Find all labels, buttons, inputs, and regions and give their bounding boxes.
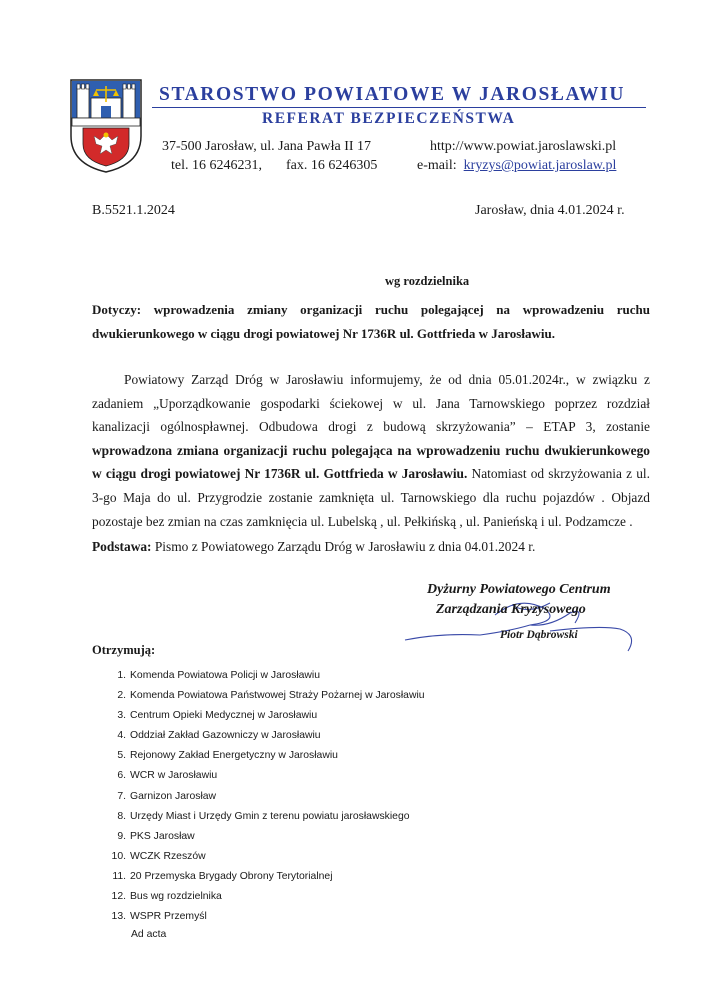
- list-item: [100, 766, 600, 786]
- signature-title-line2: Zarządzania Kryzysowego: [436, 602, 586, 617]
- basis-label: Podstawa:: [92, 539, 152, 554]
- header-divider: [152, 107, 646, 108]
- list-item: [100, 686, 600, 706]
- list-item: [100, 746, 600, 766]
- list-item-number: 4.: [117, 730, 126, 742]
- list-item-text: Oddział Zakład Gazowniczy w Jarosławiu: [130, 730, 321, 742]
- list-item-number: 8.: [117, 810, 126, 822]
- list-item-number: 2.: [117, 690, 126, 702]
- list-item: [100, 907, 600, 927]
- list-item-number: 3.: [117, 710, 126, 722]
- signatory-name: Piotr Dąbrowski: [500, 629, 578, 641]
- list-item-number: 9.: [117, 830, 126, 842]
- list-item-text: WCZK Rzeszów: [130, 850, 206, 862]
- letter-body: [92, 368, 650, 533]
- list-item-number: 1.: [117, 670, 126, 681]
- list-item: [100, 867, 600, 887]
- list-item: [100, 787, 600, 807]
- letter-date: Jarosław, dnia 4.01.2024 r.: [475, 203, 625, 218]
- body-text-highlight: wprowadzona zmiana organizacji ruchu polegająca na wprowadzeniu ruchu dwukierunkowego w ciągu drogi powiatowej Nr 1736R ul. Gottfrieda w Jarosławiu.: [92, 442, 650, 482]
- list-item: [100, 887, 600, 907]
- list-item-text: WCR w Jarosławiu: [130, 770, 218, 782]
- list-item-number: 10.: [111, 850, 126, 862]
- list-item-text: Komenda Powiatowa Państwowej Straży Pożarnej w Jarosławiu: [130, 690, 425, 702]
- coat-of-arms-icon: [69, 78, 143, 174]
- legal-basis: [92, 539, 650, 555]
- list-item-text: Urzędy Miast i Urzędy Gmin z terenu powiatu jarosławskiego: [130, 810, 410, 822]
- list-item: [100, 706, 600, 726]
- reference-number: B.5521.1.2024: [92, 203, 175, 218]
- list-item-number: 6.: [117, 770, 126, 782]
- list-item-text: Centrum Opieki Medycznej w Jarosławiu: [130, 710, 318, 722]
- letter-subject: Dotyczy: wprowadzenia zmiany organizacji ruchu polegającej na wprowadzeniu ruchu dwukierunkowego w ciągu drogi powiatowej Nr 1736R ul. Gottfrieda w Jarosławiu.: [92, 302, 650, 341]
- list-item-text: Komenda Powiatowa Policji w Jarosławiu: [130, 670, 321, 681]
- office-phone: tel. 16 6246231,: [171, 158, 262, 173]
- list-item-text: PKS Jarosław: [130, 830, 195, 842]
- list-item: [100, 726, 600, 746]
- list-item-number: 13.: [111, 911, 126, 923]
- body-text-part1: Powiatowy Zarząd Dróg w Jarosławiu informujemy, że od dnia 05.01.2024r., w związku z zadaniem „Uporządkowanie gospodarki ściekowej w ul. Jana Tarnowskiego poprzez rozdział kanalizacji ogólnospławnej. Odbudowa drogi z budową skrzyżowania” – ETAP 3, zostanie: [92, 372, 650, 435]
- list-item-number: 5.: [117, 750, 126, 762]
- list-item-text: WSPR Przemyśl: [130, 911, 207, 923]
- email-label: e-mail:: [417, 158, 457, 173]
- list-item: [100, 666, 600, 686]
- list-item-text: Rejonowy Zakład Energetyczny w Jarosławiu: [130, 750, 338, 762]
- signature-title-line1: Dyżurny Powiatowego Centrum: [427, 582, 611, 597]
- office-email-line: [417, 156, 616, 175]
- office-website: http://www.powiat.jaroslawski.pl: [430, 139, 617, 154]
- office-title: STAROSTWO POWIATOWE W JAROSŁAWIU: [159, 84, 626, 105]
- list-item: [100, 807, 600, 827]
- office-fax: fax. 16 6246305: [286, 158, 378, 173]
- list-item-number: 11.: [112, 870, 126, 882]
- list-item: [100, 847, 600, 867]
- recipients-heading: Otrzymują:: [92, 643, 156, 657]
- list-item-text: Garnizon Jarosław: [130, 790, 217, 802]
- body-text-part2: Natomiast od skrzyżowania z ul. 3-go Maja do ul. Przygrodzie zostanie zamknięta ul. Tarnowskiego dla ruchu pojazdów . Objazd pozostaje bez zmian na czas zamknięcia ul. Lubelską , ul. Pełkińską , ul. Panieńską i ul. Podzamcze .: [92, 466, 650, 529]
- list-item-text: 20 Przemyska Brygady Obrony Terytorialnej: [130, 870, 333, 882]
- email-link[interactable]: kryzys@powiat.jaroslaw.pl: [463, 158, 617, 173]
- department-title: REFERAT BEZPIECZEŃSTWA: [262, 110, 516, 127]
- list-item-text: Bus wg rozdzielnika: [130, 891, 222, 903]
- list-item: [100, 827, 600, 847]
- list-item-number: 12.: [111, 891, 126, 903]
- office-address: 37-500 Jarosław, ul. Jana Pawła II 17: [162, 139, 372, 154]
- distribution-note: wg rozdzielnika: [385, 274, 470, 288]
- recipients-list: [100, 666, 600, 927]
- basis-text: Pismo z Powiatowego Zarządu Dróg w Jarosławiu z dnia 04.01.2024 r.: [151, 539, 536, 554]
- ad-acta-note: Ad acta: [131, 929, 167, 940]
- list-item-number: 7.: [117, 790, 126, 802]
